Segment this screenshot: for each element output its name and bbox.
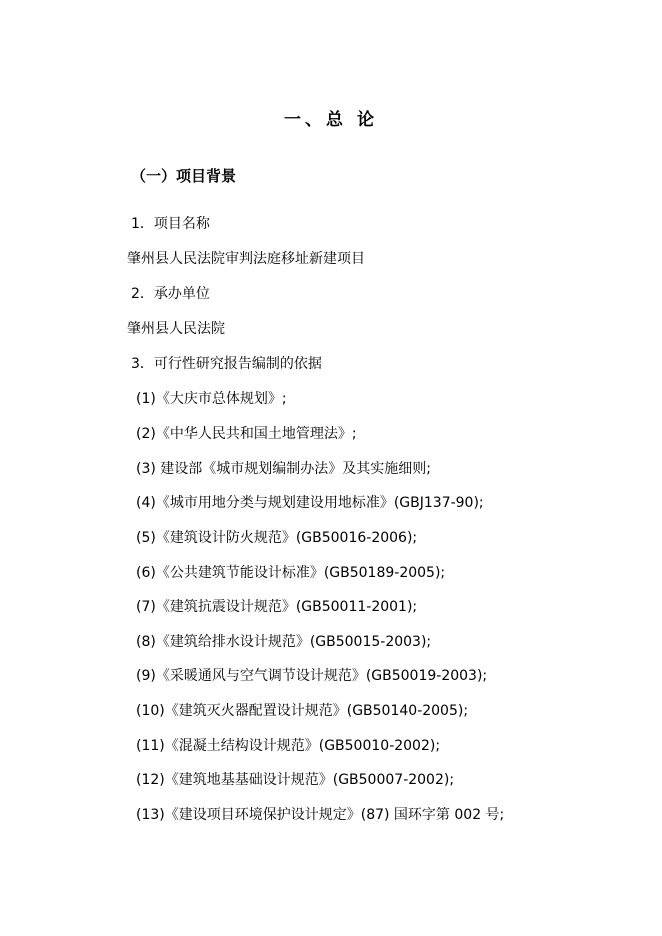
basis-item: (10)《建筑灭火器配置设计规范》(GB50140-2005); [136,703,469,719]
organizer-value: 肇州县人民法院 [127,321,225,337]
basis-item: (5)《建筑设计防火规范》(GB50016-2006); [136,530,418,546]
basis-heading: 3．可行性研究报告编制的依据 [131,356,322,372]
basis-item: (6)《公共建筑节能设计标准》(GB50189-2005); [136,565,446,581]
basis-item: (1)《大庆市总体规划》; [136,391,287,407]
project-name-heading: 1．项目名称 [131,216,210,232]
basis-item: (7)《建筑抗震设计规范》(GB50011-2001); [136,599,418,615]
project-name-value: 肇州县人民法院审判法庭移址新建项目 [127,251,365,267]
basis-item: (12)《建筑地基基础设计规范》(GB50007-2002); [136,772,455,788]
chapter-title: 一、总 论 [284,110,378,130]
basis-item: (9)《采暖通风与空气调节设计规范》(GB50019-2003); [136,668,488,684]
basis-item: (13)《建设项目环境保护设计规定》(87) 国环字第 002 号; [136,807,505,823]
basis-item: (8)《建筑给排水设计规范》(GB50015-2003); [136,634,432,650]
basis-item: (3) 建设部《城市规划编制办法》及其实施细则; [136,461,431,477]
basis-item: (4)《城市用地分类与规划建设用地标准》(GBJ137-90); [136,495,484,511]
basis-item: (2)《中华人民共和国土地管理法》; [136,426,357,442]
basis-item: (11)《混凝土结构设计规范》(GB50010-2002); [136,738,441,754]
section-heading: （一）项目背景 [131,167,237,185]
organizer-heading: 2．承办单位 [131,286,210,302]
